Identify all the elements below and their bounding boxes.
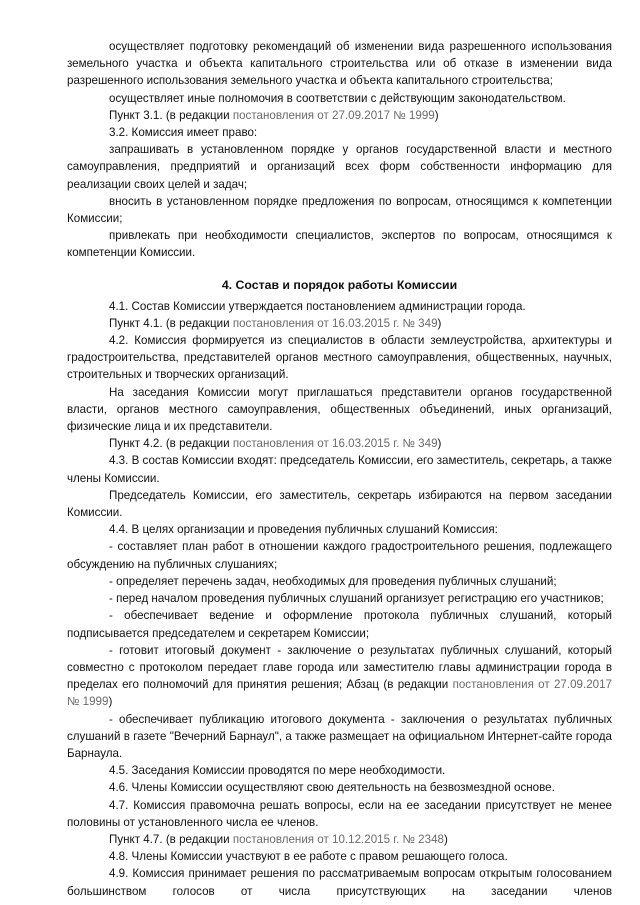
amendment-note [67,831,612,848]
amendment-note [67,435,612,452]
list-item: - перед началом проведения публичных слушаний организует регистрацию его участников; [109,592,604,606]
paragraph: запрашивать в установленном порядке у органов государственной власти и местного самоуправления, предприятий и организаций всех форм собственности информацию для реализации своих целей и задач; [67,143,612,191]
amendment-link[interactable]: постановления от 10.12.2015 г. № 2348 [232,832,444,846]
amendment-link[interactable]: постановления от 16.03.2015 г. № 349 [232,437,438,451]
note-prefix: Пункт 4.1. (в редакции [109,316,233,330]
note-suffix: ) [108,695,113,709]
paragraph: 4.3. В состав Комиссии входят: председатель Комиссии, его заместитель, секретарь, а также члены Комиссии. [67,454,612,485]
note-suffix: ) [434,108,439,122]
note-suffix: ) [443,832,448,846]
amendment-link[interactable]: постановления от 27.09.2017 № 1999 [232,108,435,122]
list-item: - составляет план работ в отношении каждого градостроительного решения, подлежащего обсуждению на публичных слушаниях; [67,540,612,571]
note-prefix: Пункт 4.2. (в редакции [109,437,233,451]
paragraph: 4.5. Заседания Комиссии проводятся по мере необходимости. [109,764,446,778]
note-suffix: ) [437,316,442,330]
paragraph: 4.8. Члены Комиссии участвуют в ее работе с правом решающего голоса. [109,850,508,864]
paragraph: привлекать при необходимости специалистов, экспертов по вопросам, относящимся к компетенции Комиссии. [67,229,612,260]
paragraph: 4.1. Состав Комиссии утверждается постановлением администрации города. [109,299,526,313]
paragraph: 4.4. В целях организации и проведения публичных слушаний Комиссия: [109,523,498,537]
paragraph: 4.2. Комиссия формируется из специалистов в области землеустройства, архитектуры и градостроительства, представителей органов местного самоуправления, общественных, научных, строительных и творческих организаций. [67,334,612,382]
document-page [67,38,612,900]
paragraph: 3.2. Комиссия имеет право: [109,126,258,140]
paragraph: осуществляет иные полномочия в соответствии с действующим законодательством. [109,91,566,105]
list-item [67,642,612,711]
list-item-text: - готовит итоговый документ - заключение о результатах публичных слушаний, который совместно с протоколом передает главе города или заместителю главы администрации города в пределах его полномочий для принятия решения; Абзац (в редакции [67,643,612,692]
paragraph: На заседания Комиссии могут приглашаться представители органов государственной власти, органов местного самоуправления, общественных объединений, иных организаций, физические лица и их представители. [67,385,612,434]
amendment-note [67,315,612,332]
section-heading: 4. Состав и порядок работы Комиссии [221,277,458,292]
amendment-link[interactable]: постановления от 27.09.2017 № 1999 [67,678,613,709]
paragraph: осуществляет подготовку рекомендаций об изменении вида разрешенного использования земельного участка и объекта капитального строительства или об отказе в изменении вида разрешенного использования земельного участка и объекта капитального строительства; [67,40,612,88]
note-prefix: Пункт 4.7. (в редакции [109,832,233,846]
paragraph: Председатель Комиссии, его заместитель, секретарь избираются на первом заседании Комиссии. [67,488,612,520]
paragraph: 4.6. Члены Комиссии осуществляют свою деятельность на безвозмездной основе. [109,781,555,795]
amendment-note [67,107,612,124]
list-item: - определяет перечень задач, необходимых для проведения публичных слушаний; [109,574,557,588]
list-item: - обеспечивает ведение и оформление протокола публичных слушаний, который подписывается председателем и секретарем Комиссии; [67,609,612,640]
amendment-link[interactable]: постановления от 16.03.2015 г. № 349 [232,316,438,330]
paragraph: 4.9. Комиссия принимает решения по рассматриваемым вопросам открытым голосованием большинством голосов от числа присутствующих на заседании членов [67,867,612,898]
note-suffix: ) [437,437,442,451]
note-prefix: Пункт 3.1. (в редакции [109,108,233,122]
paragraph: вносить в установленном порядке предложения по вопросам, относящимся к компетенции Комиссии; [67,194,612,226]
list-item: - обеспечивает публикацию итогового документа - заключения о результатах публичных слушаний в газете "Вечерний Барнаул", а также размещает на официальном Интернет-сайте города Барнаула. [67,712,612,760]
paragraph: 4.7. Комиссия правомочна решать вопросы, если на ее заседании присутствует не менее половины от установленного числа ее членов. [67,798,612,829]
